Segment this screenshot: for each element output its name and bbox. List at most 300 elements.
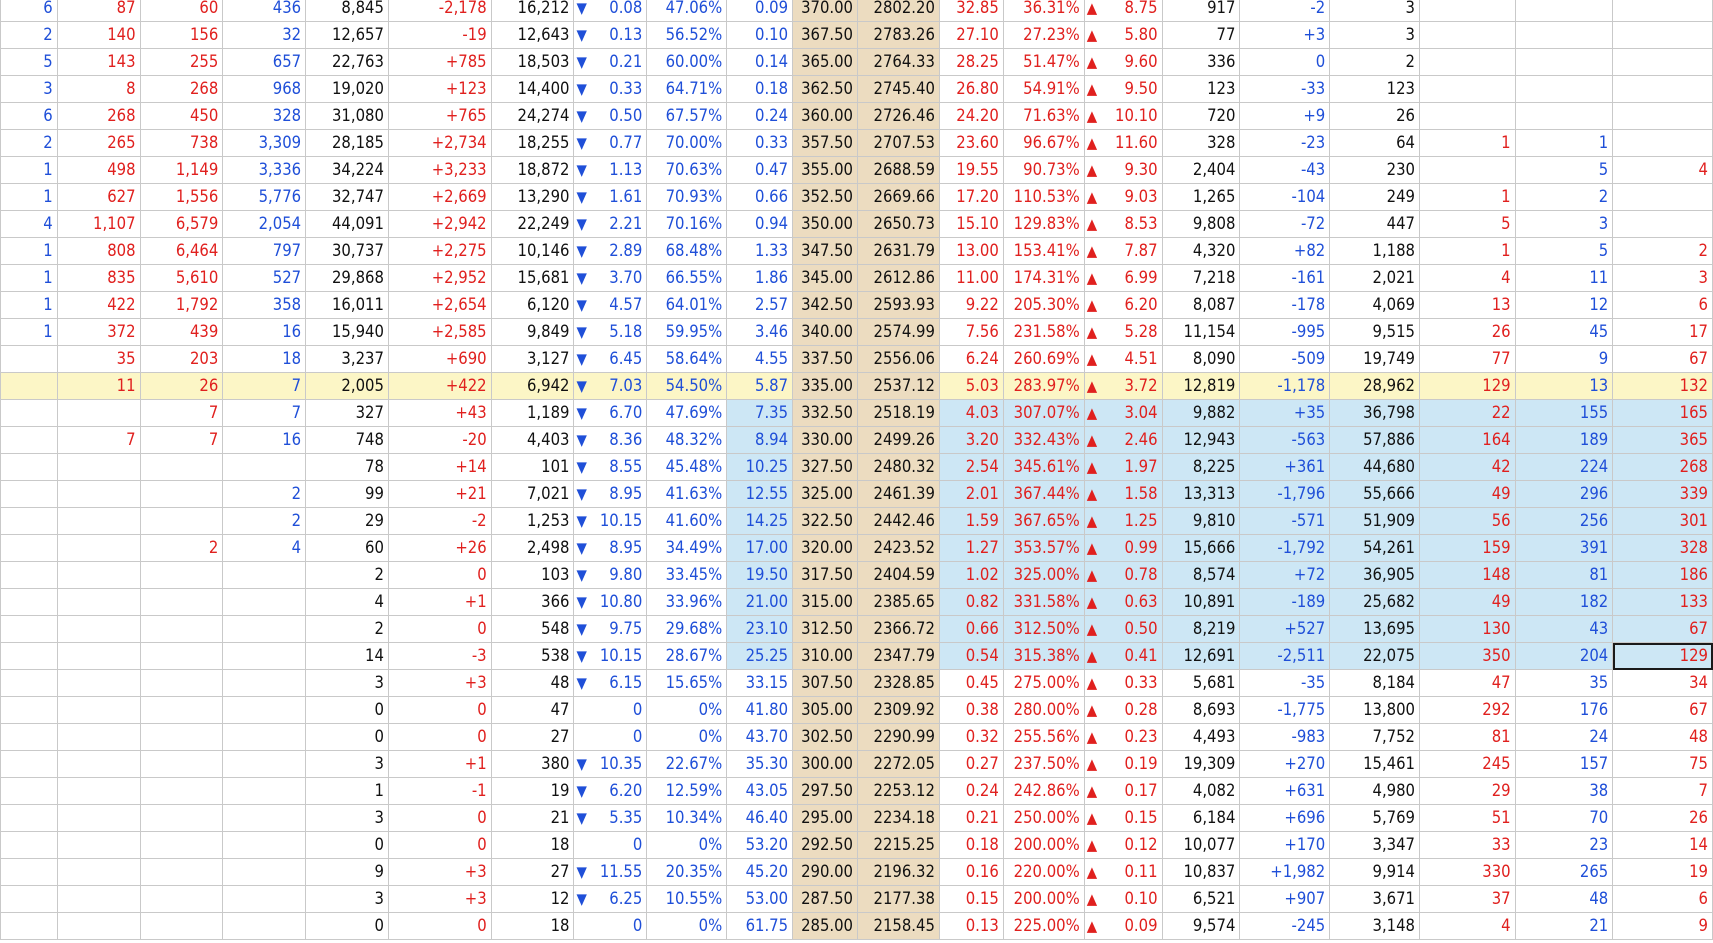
cell-h[interactable]: [574, 832, 647, 859]
cell-e[interactable]: [306, 184, 389, 211]
cell-o[interactable]: [1084, 373, 1162, 400]
cell-m[interactable]: [939, 697, 1003, 724]
cell-q[interactable]: [1240, 0, 1330, 22]
cell-c[interactable]: [140, 22, 223, 49]
cell-u[interactable]: [1613, 481, 1713, 508]
cell-a[interactable]: [1, 643, 58, 670]
cell-i[interactable]: [647, 589, 727, 616]
cell-g[interactable]: [491, 400, 574, 427]
cell-t[interactable]: [1515, 670, 1613, 697]
cell-b[interactable]: [57, 49, 140, 76]
cell-c[interactable]: [140, 913, 223, 940]
cell-j[interactable]: [727, 400, 793, 427]
cell-c[interactable]: [140, 805, 223, 832]
cell-b[interactable]: [57, 427, 140, 454]
cell-u[interactable]: [1613, 724, 1713, 751]
cell-d[interactable]: [223, 400, 306, 427]
cell-m[interactable]: [939, 76, 1003, 103]
cell-u[interactable]: [1613, 751, 1713, 778]
cell-n[interactable]: [1003, 103, 1084, 130]
cell-j[interactable]: [727, 49, 793, 76]
cell-o[interactable]: [1084, 427, 1162, 454]
cell-u[interactable]: [1613, 400, 1713, 427]
cell-s[interactable]: [1420, 535, 1516, 562]
cell-r[interactable]: [1330, 481, 1420, 508]
cell-u[interactable]: [1613, 130, 1713, 157]
cell-u[interactable]: [1613, 886, 1713, 913]
cell-n[interactable]: [1003, 562, 1084, 589]
cell-c[interactable]: [140, 211, 223, 238]
cell-k[interactable]: [793, 292, 858, 319]
cell-t[interactable]: [1515, 22, 1613, 49]
cell-t[interactable]: [1515, 184, 1613, 211]
cell-k[interactable]: [793, 562, 858, 589]
cell-d[interactable]: [223, 130, 306, 157]
cell-h[interactable]: [574, 346, 647, 373]
cell-q[interactable]: [1240, 373, 1330, 400]
cell-r[interactable]: [1330, 697, 1420, 724]
cell-r[interactable]: [1330, 319, 1420, 346]
cell-k[interactable]: [793, 724, 858, 751]
cell-s[interactable]: [1420, 454, 1516, 481]
cell-u[interactable]: [1613, 292, 1713, 319]
cell-j[interactable]: [727, 130, 793, 157]
cell-e[interactable]: [306, 832, 389, 859]
cell-b[interactable]: [57, 0, 140, 22]
cell-s[interactable]: [1420, 130, 1516, 157]
cell-n[interactable]: [1003, 427, 1084, 454]
cell-c[interactable]: [140, 49, 223, 76]
cell-h[interactable]: [574, 373, 647, 400]
cell-t[interactable]: [1515, 751, 1613, 778]
cell-n[interactable]: [1003, 643, 1084, 670]
cell-b[interactable]: [57, 22, 140, 49]
cell-a[interactable]: [1, 616, 58, 643]
cell-a[interactable]: [1, 265, 58, 292]
cell-o[interactable]: [1084, 805, 1162, 832]
cell-u[interactable]: [1613, 0, 1713, 22]
cell-i[interactable]: [647, 103, 727, 130]
cell-k[interactable]: [793, 454, 858, 481]
cell-l[interactable]: [858, 22, 940, 49]
cell-n[interactable]: [1003, 0, 1084, 22]
cell-h[interactable]: [574, 0, 647, 22]
cell-u[interactable]: [1613, 265, 1713, 292]
cell-r[interactable]: [1330, 805, 1420, 832]
cell-n[interactable]: [1003, 211, 1084, 238]
cell-g[interactable]: [491, 319, 574, 346]
cell-p[interactable]: [1162, 292, 1240, 319]
cell-q[interactable]: [1240, 319, 1330, 346]
cell-q[interactable]: [1240, 778, 1330, 805]
cell-e[interactable]: [306, 805, 389, 832]
cell-j[interactable]: [727, 913, 793, 940]
cell-l[interactable]: [858, 103, 940, 130]
cell-s[interactable]: [1420, 49, 1516, 76]
cell-d[interactable]: [223, 859, 306, 886]
cell-c[interactable]: [140, 454, 223, 481]
cell-i[interactable]: [647, 0, 727, 22]
cell-d[interactable]: [223, 643, 306, 670]
cell-n[interactable]: [1003, 832, 1084, 859]
cell-b[interactable]: [57, 508, 140, 535]
cell-o[interactable]: [1084, 724, 1162, 751]
cell-i[interactable]: [647, 616, 727, 643]
cell-e[interactable]: [306, 238, 389, 265]
cell-o[interactable]: [1084, 103, 1162, 130]
cell-u[interactable]: [1613, 643, 1713, 670]
cell-k[interactable]: [793, 319, 858, 346]
cell-h[interactable]: [574, 211, 647, 238]
cell-f[interactable]: [388, 913, 491, 940]
cell-c[interactable]: [140, 400, 223, 427]
cell-o[interactable]: [1084, 400, 1162, 427]
cell-t[interactable]: [1515, 427, 1613, 454]
cell-o[interactable]: [1084, 265, 1162, 292]
cell-p[interactable]: [1162, 670, 1240, 697]
cell-t[interactable]: [1515, 913, 1613, 940]
cell-i[interactable]: [647, 886, 727, 913]
cell-t[interactable]: [1515, 238, 1613, 265]
cell-t[interactable]: [1515, 778, 1613, 805]
cell-f[interactable]: [388, 562, 491, 589]
cell-p[interactable]: [1162, 481, 1240, 508]
cell-o[interactable]: [1084, 76, 1162, 103]
cell-q[interactable]: [1240, 238, 1330, 265]
cell-c[interactable]: [140, 724, 223, 751]
cell-u[interactable]: [1613, 778, 1713, 805]
cell-a[interactable]: [1, 400, 58, 427]
cell-m[interactable]: [939, 211, 1003, 238]
cell-f[interactable]: [388, 886, 491, 913]
cell-u[interactable]: [1613, 184, 1713, 211]
cell-q[interactable]: [1240, 157, 1330, 184]
cell-s[interactable]: [1420, 886, 1516, 913]
cell-c[interactable]: [140, 697, 223, 724]
cell-j[interactable]: [727, 184, 793, 211]
cell-e[interactable]: [306, 130, 389, 157]
cell-e[interactable]: [306, 373, 389, 400]
cell-f[interactable]: [388, 508, 491, 535]
cell-g[interactable]: [491, 724, 574, 751]
cell-j[interactable]: [727, 157, 793, 184]
cell-s[interactable]: [1420, 211, 1516, 238]
cell-h[interactable]: [574, 49, 647, 76]
cell-g[interactable]: [491, 0, 574, 22]
cell-g[interactable]: [491, 751, 574, 778]
cell-d[interactable]: [223, 805, 306, 832]
cell-b[interactable]: [57, 697, 140, 724]
cell-p[interactable]: [1162, 724, 1240, 751]
cell-g[interactable]: [491, 643, 574, 670]
cell-p[interactable]: [1162, 751, 1240, 778]
cell-k[interactable]: [793, 157, 858, 184]
cell-b[interactable]: [57, 751, 140, 778]
cell-r[interactable]: [1330, 562, 1420, 589]
cell-f[interactable]: [388, 346, 491, 373]
cell-g[interactable]: [491, 49, 574, 76]
cell-t[interactable]: [1515, 535, 1613, 562]
cell-h[interactable]: [574, 913, 647, 940]
cell-t[interactable]: [1515, 643, 1613, 670]
cell-u[interactable]: [1613, 913, 1713, 940]
cell-d[interactable]: [223, 373, 306, 400]
cell-k[interactable]: [793, 913, 858, 940]
cell-u[interactable]: [1613, 616, 1713, 643]
cell-r[interactable]: [1330, 49, 1420, 76]
cell-s[interactable]: [1420, 670, 1516, 697]
cell-k[interactable]: [793, 76, 858, 103]
cell-e[interactable]: [306, 265, 389, 292]
cell-c[interactable]: [140, 886, 223, 913]
cell-n[interactable]: [1003, 292, 1084, 319]
cell-u[interactable]: [1613, 508, 1713, 535]
cell-l[interactable]: [858, 535, 940, 562]
cell-k[interactable]: [793, 886, 858, 913]
cell-j[interactable]: [727, 778, 793, 805]
cell-h[interactable]: [574, 670, 647, 697]
cell-f[interactable]: [388, 832, 491, 859]
cell-d[interactable]: [223, 292, 306, 319]
cell-f[interactable]: [388, 427, 491, 454]
cell-r[interactable]: [1330, 535, 1420, 562]
cell-j[interactable]: [727, 103, 793, 130]
cell-p[interactable]: [1162, 238, 1240, 265]
cell-e[interactable]: [306, 454, 389, 481]
cell-g[interactable]: [491, 211, 574, 238]
cell-k[interactable]: [793, 805, 858, 832]
cell-p[interactable]: [1162, 535, 1240, 562]
cell-m[interactable]: [939, 481, 1003, 508]
cell-u[interactable]: [1613, 346, 1713, 373]
cell-d[interactable]: [223, 157, 306, 184]
cell-i[interactable]: [647, 751, 727, 778]
cell-k[interactable]: [793, 697, 858, 724]
cell-k[interactable]: [793, 265, 858, 292]
cell-f[interactable]: [388, 130, 491, 157]
cell-l[interactable]: [858, 832, 940, 859]
cell-p[interactable]: [1162, 859, 1240, 886]
cell-q[interactable]: [1240, 562, 1330, 589]
cell-q[interactable]: [1240, 103, 1330, 130]
cell-i[interactable]: [647, 454, 727, 481]
cell-k[interactable]: [793, 22, 858, 49]
cell-m[interactable]: [939, 562, 1003, 589]
cell-s[interactable]: [1420, 643, 1516, 670]
cell-c[interactable]: [140, 481, 223, 508]
cell-h[interactable]: [574, 103, 647, 130]
cell-h[interactable]: [574, 751, 647, 778]
cell-i[interactable]: [647, 805, 727, 832]
cell-e[interactable]: [306, 346, 389, 373]
cell-j[interactable]: [727, 589, 793, 616]
cell-a[interactable]: [1, 697, 58, 724]
cell-i[interactable]: [647, 130, 727, 157]
cell-b[interactable]: [57, 913, 140, 940]
cell-p[interactable]: [1162, 76, 1240, 103]
cell-o[interactable]: [1084, 697, 1162, 724]
cell-g[interactable]: [491, 346, 574, 373]
cell-s[interactable]: [1420, 0, 1516, 22]
cell-d[interactable]: [223, 535, 306, 562]
cell-f[interactable]: [388, 319, 491, 346]
cell-h[interactable]: [574, 643, 647, 670]
cell-n[interactable]: [1003, 913, 1084, 940]
cell-a[interactable]: [1, 130, 58, 157]
cell-j[interactable]: [727, 211, 793, 238]
cell-p[interactable]: [1162, 184, 1240, 211]
cell-u[interactable]: [1613, 238, 1713, 265]
cell-d[interactable]: [223, 913, 306, 940]
cell-m[interactable]: [939, 805, 1003, 832]
cell-p[interactable]: [1162, 589, 1240, 616]
cell-p[interactable]: [1162, 832, 1240, 859]
cell-h[interactable]: [574, 292, 647, 319]
cell-n[interactable]: [1003, 49, 1084, 76]
cell-o[interactable]: [1084, 0, 1162, 22]
cell-l[interactable]: [858, 373, 940, 400]
cell-i[interactable]: [647, 859, 727, 886]
cell-q[interactable]: [1240, 724, 1330, 751]
cell-u[interactable]: [1613, 49, 1713, 76]
cell-s[interactable]: [1420, 832, 1516, 859]
cell-n[interactable]: [1003, 22, 1084, 49]
cell-q[interactable]: [1240, 292, 1330, 319]
cell-i[interactable]: [647, 643, 727, 670]
cell-j[interactable]: [727, 508, 793, 535]
cell-p[interactable]: [1162, 22, 1240, 49]
cell-c[interactable]: [140, 535, 223, 562]
cell-h[interactable]: [574, 454, 647, 481]
cell-u[interactable]: [1613, 832, 1713, 859]
cell-k[interactable]: [793, 670, 858, 697]
cell-n[interactable]: [1003, 346, 1084, 373]
cell-s[interactable]: [1420, 724, 1516, 751]
cell-m[interactable]: [939, 49, 1003, 76]
cell-c[interactable]: [140, 130, 223, 157]
cell-s[interactable]: [1420, 913, 1516, 940]
cell-p[interactable]: [1162, 643, 1240, 670]
cell-f[interactable]: [388, 0, 491, 22]
cell-l[interactable]: [858, 805, 940, 832]
cell-i[interactable]: [647, 832, 727, 859]
cell-s[interactable]: [1420, 319, 1516, 346]
cell-i[interactable]: [647, 292, 727, 319]
cell-d[interactable]: [223, 751, 306, 778]
cell-a[interactable]: [1, 184, 58, 211]
cell-l[interactable]: [858, 76, 940, 103]
cell-e[interactable]: [306, 670, 389, 697]
cell-a[interactable]: [1, 454, 58, 481]
cell-a[interactable]: [1, 211, 58, 238]
cell-o[interactable]: [1084, 859, 1162, 886]
cell-e[interactable]: [306, 751, 389, 778]
cell-m[interactable]: [939, 319, 1003, 346]
cell-e[interactable]: [306, 724, 389, 751]
cell-d[interactable]: [223, 697, 306, 724]
cell-u[interactable]: [1613, 589, 1713, 616]
cell-h[interactable]: [574, 616, 647, 643]
cell-j[interactable]: [727, 724, 793, 751]
cell-o[interactable]: [1084, 670, 1162, 697]
cell-t[interactable]: [1515, 481, 1613, 508]
cell-k[interactable]: [793, 427, 858, 454]
cell-j[interactable]: [727, 319, 793, 346]
cell-j[interactable]: [727, 76, 793, 103]
cell-i[interactable]: [647, 157, 727, 184]
cell-r[interactable]: [1330, 454, 1420, 481]
cell-g[interactable]: [491, 859, 574, 886]
cell-n[interactable]: [1003, 184, 1084, 211]
cell-d[interactable]: [223, 562, 306, 589]
cell-f[interactable]: [388, 211, 491, 238]
cell-r[interactable]: [1330, 211, 1420, 238]
cell-a[interactable]: [1, 481, 58, 508]
cell-g[interactable]: [491, 22, 574, 49]
cell-b[interactable]: [57, 157, 140, 184]
cell-m[interactable]: [939, 643, 1003, 670]
cell-g[interactable]: [491, 562, 574, 589]
cell-s[interactable]: [1420, 508, 1516, 535]
cell-e[interactable]: [306, 562, 389, 589]
cell-n[interactable]: [1003, 697, 1084, 724]
cell-d[interactable]: [223, 508, 306, 535]
cell-j[interactable]: [727, 292, 793, 319]
cell-d[interactable]: [223, 670, 306, 697]
cell-f[interactable]: [388, 697, 491, 724]
cell-g[interactable]: [491, 832, 574, 859]
cell-r[interactable]: [1330, 913, 1420, 940]
cell-g[interactable]: [491, 184, 574, 211]
cell-q[interactable]: [1240, 616, 1330, 643]
cell-l[interactable]: [858, 481, 940, 508]
cell-u[interactable]: [1613, 697, 1713, 724]
cell-e[interactable]: [306, 616, 389, 643]
cell-e[interactable]: [306, 508, 389, 535]
cell-p[interactable]: [1162, 157, 1240, 184]
cell-m[interactable]: [939, 373, 1003, 400]
cell-s[interactable]: [1420, 238, 1516, 265]
cell-s[interactable]: [1420, 76, 1516, 103]
cell-s[interactable]: [1420, 778, 1516, 805]
cell-d[interactable]: [223, 265, 306, 292]
cell-b[interactable]: [57, 130, 140, 157]
cell-a[interactable]: [1, 49, 58, 76]
cell-i[interactable]: [647, 562, 727, 589]
cell-b[interactable]: [57, 643, 140, 670]
cell-b[interactable]: [57, 103, 140, 130]
cell-g[interactable]: [491, 886, 574, 913]
cell-c[interactable]: [140, 616, 223, 643]
cell-d[interactable]: [223, 184, 306, 211]
cell-i[interactable]: [647, 211, 727, 238]
cell-h[interactable]: [574, 805, 647, 832]
cell-b[interactable]: [57, 535, 140, 562]
cell-b[interactable]: [57, 562, 140, 589]
cell-u[interactable]: [1613, 562, 1713, 589]
cell-c[interactable]: [140, 751, 223, 778]
cell-j[interactable]: [727, 697, 793, 724]
cell-d[interactable]: [223, 832, 306, 859]
cell-s[interactable]: [1420, 481, 1516, 508]
cell-u[interactable]: [1613, 859, 1713, 886]
cell-m[interactable]: [939, 0, 1003, 22]
cell-r[interactable]: [1330, 22, 1420, 49]
cell-j[interactable]: [727, 805, 793, 832]
cell-l[interactable]: [858, 184, 940, 211]
cell-m[interactable]: [939, 778, 1003, 805]
cell-q[interactable]: [1240, 832, 1330, 859]
